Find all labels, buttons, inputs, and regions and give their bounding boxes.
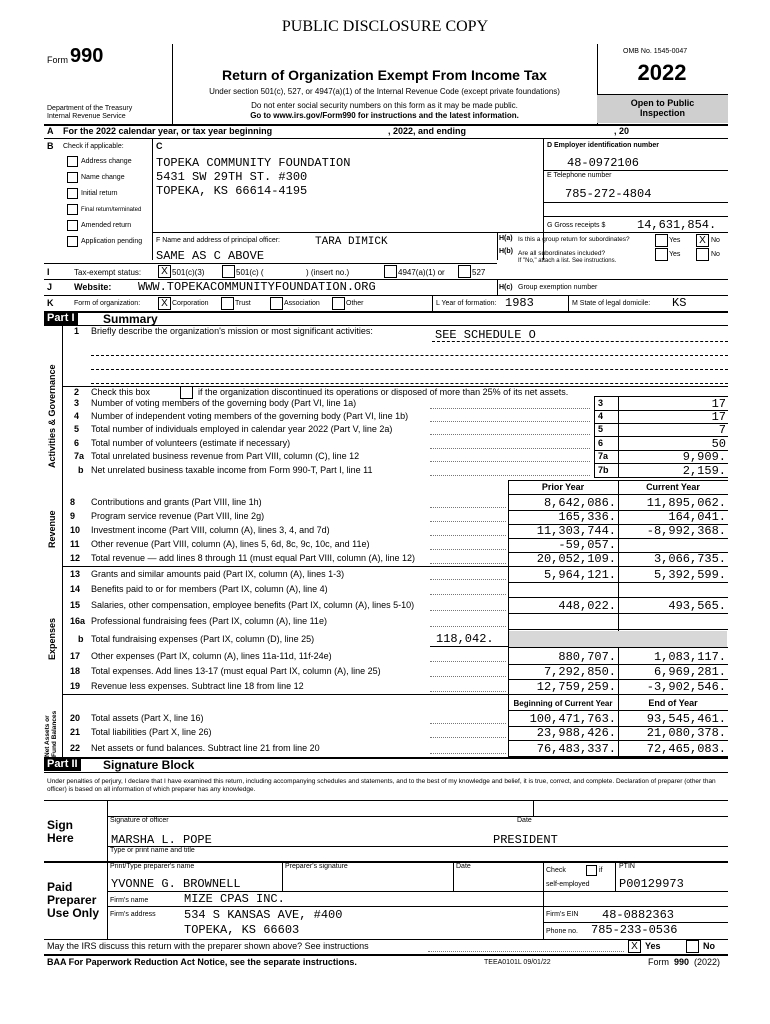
- expense-line-text: Benefits paid to or for members (Part IX, column (A), line 4): [91, 584, 328, 594]
- expense-line-text: Grants and similar amounts paid (Part IX, column (A), lines 1-3): [91, 569, 345, 579]
- gov-line-box-number: 4: [598, 411, 604, 421]
- tax-status-label: Tax-exempt status:: [74, 268, 142, 277]
- line-a-mid: , 2022, and ending: [388, 126, 467, 136]
- revenue-line-prior-value: 165,336.: [558, 510, 616, 524]
- ptin-value: P00129973: [619, 877, 684, 891]
- line-a-letter: A: [47, 126, 54, 136]
- firm-address-line1: 534 S KANSAS AVE, #400: [184, 908, 343, 922]
- type-name-label: Type or print name and title: [110, 847, 195, 854]
- expense-line-rule: [508, 597, 728, 598]
- gov-line-box-number: 3: [598, 398, 604, 408]
- org-form-label: Form of organization:: [74, 300, 141, 307]
- firm-phone-label: Phone no.: [546, 928, 578, 935]
- association-checkbox[interactable]: [270, 297, 283, 310]
- preparer-word: Preparer: [47, 893, 97, 907]
- signer-name: MARSHA L. POPE: [111, 833, 212, 847]
- revenue-line-current-value: -8,992,368.: [646, 524, 726, 538]
- expense-total-line-text: Other expenses (Part IX, column (A), lines 11a-11d, 11f-24e): [91, 651, 332, 661]
- gov-line-num: 3: [74, 398, 80, 408]
- officer-address: SAME AS C ABOVE: [156, 249, 265, 263]
- here-word: Here: [47, 831, 74, 845]
- revenue-line-leader: [430, 521, 506, 522]
- col-begin-year: Beginning of Current Year: [513, 699, 613, 708]
- part1-tag: Part I: [44, 312, 78, 325]
- status-501c3-label: 501(c)(3): [172, 268, 205, 277]
- baa-notice: BAA For Paperwork Reduction Act Notice, see the separate instructions.: [47, 957, 357, 967]
- col-prior-year: Prior Year: [541, 482, 585, 492]
- paid-word: Paid: [47, 880, 73, 894]
- status-501c3-checkbox[interactable]: X: [158, 265, 171, 278]
- part2-tag: Part II: [44, 758, 81, 771]
- if-label: if: [599, 867, 603, 874]
- expense-total-line-leader: [430, 676, 506, 677]
- website-label: Website:: [74, 282, 112, 292]
- discuss-yes-label: Yes: [645, 941, 661, 951]
- expense-line-leader: [430, 594, 506, 595]
- section-b-letter: B: [47, 141, 54, 151]
- expense-line-num: 16a: [70, 616, 86, 626]
- self-employed-label: self-employed: [546, 881, 590, 888]
- line1-value: SEE SCHEDULE O: [435, 328, 536, 342]
- expense-line-rule: [508, 629, 728, 630]
- open-public-line1: Open to Public: [630, 98, 695, 108]
- line-k-letter: K: [47, 298, 54, 308]
- gov-line-leader: [430, 434, 590, 435]
- year-formation-value: 1983: [505, 296, 534, 310]
- firm-address-label: Firm's address: [110, 911, 156, 918]
- expense-total-line-text: Revenue less expenses. Subtract line 18 from line 12: [91, 681, 304, 691]
- hb-label: H(b): [499, 248, 513, 255]
- revenue-line-current-value: 3,066,735.: [653, 552, 726, 566]
- line16b-text: Total fundraising expenses (Part IX, column (D), line 25): [91, 634, 315, 644]
- corporation-checkbox[interactable]: X: [158, 297, 171, 310]
- hb-yes-label: Yes: [669, 251, 681, 258]
- label-application-pending: Application pending: [81, 238, 143, 245]
- discuss-no-label: No: [703, 941, 715, 951]
- checkbox-application-pending[interactable]: [67, 236, 78, 247]
- hb-no-checkbox[interactable]: [696, 248, 709, 261]
- expense-line-num: 15: [70, 600, 81, 610]
- gov-top-rule: [594, 396, 728, 397]
- gov-line-leader: [430, 421, 590, 422]
- status-501c-label: 501(c) (: [236, 268, 264, 277]
- ha-text: Is this a group return for subordinates?: [518, 236, 630, 243]
- gov-line-box-number: 7a: [598, 451, 609, 461]
- sign-word: Sign: [47, 818, 73, 832]
- expense-line-current-value: 493,565.: [668, 599, 726, 613]
- gov-line-value: 17: [711, 410, 726, 424]
- trust-checkbox[interactable]: [221, 297, 234, 310]
- firm-name-label: Firm's name: [110, 897, 149, 904]
- label-initial-return: Initial return: [81, 190, 118, 197]
- expense-line-text: Salaries, other compensation, employee benefits (Part IX, column (A), lines 5-10): [91, 600, 415, 610]
- gov-line-num: b: [78, 465, 84, 475]
- expense-total-line-text: Total expenses. Add lines 13-17 (must equal Part IX, column (A), line 25): [91, 666, 381, 676]
- line16b-num: b: [78, 634, 84, 644]
- revenue-line-current-value: 11,895,062.: [646, 496, 726, 510]
- hb-note: If "No," attach a list. See instructions.: [518, 258, 617, 264]
- footer-form-number: 990: [674, 957, 690, 967]
- net-assets-line-text: Net assets or fund balances. Subtract line 21 from line 20: [91, 743, 320, 753]
- net-assets-line-num: 22: [70, 743, 81, 753]
- gov-line-rule: [594, 477, 728, 478]
- gov-line-leader: [430, 461, 590, 462]
- ha-yes-checkbox[interactable]: [655, 234, 668, 247]
- gov-line-leader: [430, 475, 590, 476]
- discuss-no-checkbox[interactable]: [686, 940, 699, 953]
- expense-total-line-current-value: 6,969,281.: [653, 665, 726, 679]
- expense-line-text: Professional fundraising fees (Part IX, column (A), line 11e): [91, 616, 327, 626]
- side-activities-governance: Activities & Governance: [47, 364, 57, 468]
- org-city: TOPEKA, KS 66614-4195: [156, 184, 308, 198]
- ha-label: H(a): [499, 235, 513, 242]
- net-assets-line-current-value: 93,545,461.: [646, 712, 726, 726]
- gov-line-num: 4: [74, 411, 80, 421]
- line-a-text: For the 2022 calendar year, or tax year beginning: [63, 126, 273, 136]
- revenue-line-leader: [430, 549, 506, 550]
- penalty-statement: Under penalties of perjury, I declare that I have examined this return, including accompanying schedules and statements, and to the best of my knowledge and belief, it is true, correct, and complete. Declaration of preparer (other than officer) is based on all information of which preparer has any knowledge.: [47, 778, 716, 793]
- expense-total-line-leader: [430, 691, 506, 692]
- signature-officer-label: Signature of officer: [110, 817, 169, 824]
- association-label: Association: [284, 300, 320, 307]
- net-assets-line-prior-value: 23,988,426.: [536, 726, 616, 740]
- net-assets-line-leader: [430, 737, 506, 738]
- use-only-word: Use Only: [47, 906, 100, 920]
- net-assets-line-leader: [430, 723, 506, 724]
- line1-text: Briefly describe the organization's mission or most significant activities:: [91, 326, 373, 336]
- expense-line-num: 13: [70, 569, 81, 579]
- gov-line-leader: [430, 448, 590, 449]
- expense-line-prior-value: 5,964,121.: [543, 568, 616, 582]
- expense-total-line-num: 18: [70, 666, 81, 676]
- net-assets-line-prior-value: 100,471,763.: [529, 712, 616, 726]
- form-word: Form: [47, 55, 68, 65]
- gov-line-text: Total number of individuals employed in calendar year 2022 (Part V, line 2a): [91, 424, 393, 434]
- revenue-line-prior-value: 20,052,109.: [536, 552, 616, 566]
- other-label: Other: [346, 300, 364, 307]
- revenue-line-num: 12: [70, 553, 81, 563]
- preparer-name-label: Print/Type preparer's name: [110, 863, 195, 870]
- net-assets-line-num: 21: [70, 727, 81, 737]
- line-j-letter: J: [47, 282, 53, 292]
- net-assets-line-current-value: 72,465,083.: [646, 742, 726, 756]
- form-code: TEEA0101L 09/01/22: [484, 959, 551, 966]
- expense-total-line-prior-value: 880,707.: [558, 650, 616, 664]
- firm-ein: 48-0882363: [602, 908, 675, 922]
- part1-title: Summary: [103, 312, 158, 326]
- expense-line-rule: [508, 613, 728, 614]
- expense-line-leader: [430, 579, 506, 580]
- org-street: 5431 SW 29TH ST. #300: [156, 170, 308, 184]
- revenue-line-num: 9: [70, 511, 76, 521]
- revenue-line-num: 11: [70, 539, 80, 549]
- net-assets-line-current-value: 21,080,378.: [646, 726, 726, 740]
- net-assets-line-leader: [430, 753, 506, 754]
- irs-label: Internal Revenue Service: [47, 113, 126, 120]
- gov-line-text: Total number of volunteers (estimate if necessary): [91, 438, 291, 448]
- part2-title: Signature Block: [103, 758, 195, 772]
- open-public-line2: Inspection: [639, 108, 685, 118]
- label-amended-return: Amended return: [81, 222, 132, 229]
- ha-yes-label: Yes: [669, 237, 681, 244]
- gov-line-value: 17: [711, 397, 726, 411]
- hb-text: Are all subordinates included?: [518, 250, 606, 257]
- gov-line-value: 2,159.: [682, 464, 726, 478]
- irs-website-notice: Go to www.irs.gov/Form990 for instructions and the latest information.: [250, 111, 519, 120]
- preparer-name: YVONNE G. BROWNELL: [111, 877, 241, 891]
- revenue-line-num: 8: [70, 497, 76, 507]
- line-i-letter: I: [47, 267, 50, 277]
- year-formation-label: L Year of formation:: [436, 300, 497, 307]
- form-subtitle: Under section 501(c), 527, or 4947(a)(1) of the Internal Revenue Code (except private foundations): [209, 87, 560, 96]
- org-name: TOPEKA COMMUNITY FOUNDATION: [156, 156, 351, 170]
- signer-title: PRESIDENT: [493, 833, 558, 847]
- expense-total-line-prior-value: 12,759,259.: [536, 680, 616, 694]
- section-c-letter: C: [156, 141, 163, 151]
- gov-value-divider: [618, 396, 619, 478]
- gov-line-text: Total unrelated business revenue from Part VIII, column (C), line 12: [91, 451, 360, 461]
- line2-text-b: if the organization discontinued its operations or disposed of more than 25% of its net assets.: [198, 387, 569, 397]
- label-address-change: Address change: [81, 158, 132, 165]
- dept-treasury: Department of the Treasury: [47, 105, 133, 112]
- gross-receipts-label: G Gross receipts $: [547, 222, 606, 229]
- form-number: 990: [70, 45, 104, 67]
- domicile-label: M State of legal domicile:: [572, 300, 651, 307]
- hc-label: H(c): [499, 284, 513, 291]
- gov-line-value: 9,909.: [682, 450, 726, 464]
- line2-text-a: Check this box: [91, 387, 151, 397]
- gov-line-leader: [430, 408, 590, 409]
- other-checkbox[interactable]: [332, 297, 345, 310]
- revenue-line-prior-value: -59,057.: [558, 538, 616, 552]
- tax-year: 2022: [637, 60, 687, 85]
- expense-total-line-num: 17: [70, 651, 81, 661]
- revenue-line-leader: [430, 563, 506, 564]
- phone-value: 785-272-4804: [565, 187, 652, 201]
- side-revenue: Revenue: [47, 510, 57, 548]
- net-assets-line-text: Total assets (Part X, line 16): [91, 713, 204, 723]
- checkbox-initial-return[interactable]: [67, 188, 78, 199]
- firm-name: MIZE CPAS INC.: [184, 892, 285, 906]
- ein-label: D Employer identification number: [547, 142, 660, 149]
- net-assets-line-rule: [508, 740, 728, 741]
- revenue-line-leader: [430, 507, 506, 508]
- gov-line-num: 5: [74, 424, 80, 434]
- expense-line-rule: [508, 582, 728, 583]
- officer-label: F Name and address of principal officer:: [156, 237, 280, 244]
- expense-total-line-current-value: -3,902,546.: [646, 680, 726, 694]
- col-end-year: End of Year: [648, 698, 698, 708]
- revenue-line-text: Investment income (Part VIII, column (A), lines 3, 4, and 7d): [91, 525, 330, 535]
- firm-ein-label: Firm's EIN: [546, 911, 579, 918]
- gross-receipts-value: 14,631,854.: [637, 218, 717, 232]
- section-b-label: Check if applicable:: [63, 143, 124, 150]
- gov-line-value: 7: [718, 423, 726, 437]
- gov-line-num: 7a: [74, 451, 85, 461]
- gov-line-num: 6: [74, 438, 80, 448]
- line2-num: 2: [74, 387, 80, 397]
- expense-line-leader: [430, 626, 506, 627]
- ssn-notice: Do not enter social security numbers on this form as it may be made public.: [251, 101, 518, 110]
- expense-total-line-current-value: 1,083,117.: [653, 650, 726, 664]
- gov-line-value: 50: [711, 437, 726, 451]
- ptin-label: PTIN: [619, 863, 635, 870]
- hb-yes-checkbox[interactable]: [655, 248, 668, 261]
- footer-form-year: (2022): [694, 957, 721, 967]
- sign-date-label: Date: [517, 817, 532, 824]
- ha-no-label: No: [711, 237, 720, 244]
- preparer-signature-label: Preparer's signature: [285, 863, 348, 870]
- label-final-return: Final return/terminated: [81, 207, 142, 213]
- checkbox-amended-return[interactable]: [67, 220, 78, 231]
- line16b-value: 118,042.: [436, 632, 494, 646]
- status-527-label: 527: [472, 268, 486, 277]
- checkbox-name-change[interactable]: [67, 172, 78, 183]
- gov-line-text: Number of independent voting members of the governing body (Part VI, line 1b): [91, 411, 409, 421]
- checkbox-final-return[interactable]: [67, 204, 78, 215]
- hc-text: Group exemption number: [518, 284, 598, 291]
- net-assets-line-prior-value: 76,483,337.: [536, 742, 616, 756]
- label-name-change: Name change: [81, 174, 125, 181]
- expense-line-current-value: 5,392,599.: [653, 568, 726, 582]
- gov-line-box-number: 5: [598, 424, 604, 434]
- expense-total-line-num: 19: [70, 681, 81, 691]
- expense-total-line-leader: [430, 661, 506, 662]
- discuss-yes-checkbox[interactable]: X: [628, 940, 641, 953]
- hb-no-label: No: [711, 251, 720, 258]
- net-assets-line-text: Total liabilities (Part X, line 26): [91, 727, 212, 737]
- status-4947-checkbox[interactable]: [384, 265, 397, 278]
- side-net-assets: Net Assets or Fund Balances: [44, 710, 58, 757]
- ein-value: 48-0972106: [567, 156, 640, 170]
- gov-line-box-number: 6: [598, 438, 604, 448]
- revenue-line-leader: [430, 535, 506, 536]
- col-current-year: Current Year: [646, 482, 700, 492]
- gov-line-text: Number of voting members of the governing body (Part VI, line 1a): [91, 398, 357, 408]
- firm-phone: 785-233-0536: [591, 923, 678, 937]
- line-a-end: , 20: [614, 126, 630, 136]
- officer-name: TARA DIMICK: [315, 236, 388, 248]
- revenue-line-text: Contributions and grants (Part VIII, line 1h): [91, 497, 262, 507]
- status-4947-label: 4947(a)(1) or: [398, 268, 445, 277]
- revenue-line-text: Other revenue (Part VIII, column (A), lines 5, 6d, 8c, 9c, 10c, and 11e): [91, 539, 370, 549]
- public-disclosure-heading: PUBLIC DISCLOSURE COPY: [281, 18, 489, 35]
- revenue-line-num: 10: [70, 525, 81, 535]
- revenue-line-text: Program service revenue (Part VIII, line 2g): [91, 511, 265, 521]
- website-value: WWW.TOPEKACOMMUNITYFOUNDATION.ORG: [138, 280, 376, 294]
- net-assets-line-num: 20: [70, 713, 81, 723]
- domicile-value: KS: [672, 296, 687, 310]
- revenue-line-current-value: 164,041.: [668, 510, 726, 524]
- ha-no-checkbox[interactable]: X: [696, 234, 709, 247]
- corporation-label: Corporation: [172, 300, 209, 307]
- gov-box-divider: [594, 396, 595, 478]
- firm-address-line2: TOPEKA, KS 66603: [184, 923, 300, 937]
- expense-total-line-prior-value: 7,292,850.: [543, 665, 616, 679]
- phone-label: E Telephone number: [547, 172, 612, 179]
- gov-line-text: Net unrelated business taxable income from Form 990-T, Part I, line 11: [91, 465, 373, 475]
- trust-label: Trust: [235, 300, 251, 307]
- expense-line-prior-value: 448,022.: [558, 599, 616, 613]
- line1-num: 1: [74, 326, 80, 336]
- gov-line-box-number: 7b: [598, 465, 609, 475]
- status-501c-checkbox[interactable]: [222, 265, 235, 278]
- preparer-date-label: Date: [456, 863, 471, 870]
- checkbox-address-change[interactable]: [67, 156, 78, 167]
- footer-form-label: Form: [648, 957, 669, 967]
- side-expenses: Expenses: [47, 617, 57, 660]
- form-title: Return of Organization Exempt From Income Tax: [222, 67, 547, 83]
- expense-line-leader: [430, 610, 506, 611]
- revenue-line-text: Total revenue — add lines 8 through 11 (must equal Part VIII, column (A), line 12): [91, 553, 415, 563]
- revenue-line-prior-value: 11,303,744.: [536, 524, 616, 538]
- self-employed-checkbox[interactable]: [586, 865, 597, 876]
- status-527-checkbox[interactable]: [458, 265, 471, 278]
- omb-number: OMB No. 1545-0047: [623, 48, 688, 55]
- revenue-line-prior-value: 8,642,086.: [543, 496, 616, 510]
- check-label: Check: [546, 867, 566, 874]
- expense-line-num: 14: [70, 584, 81, 594]
- status-insert-no: ) (insert no.): [306, 268, 350, 277]
- discuss-question: May the IRS discuss this return with the preparer shown above? See instructions: [47, 941, 369, 951]
